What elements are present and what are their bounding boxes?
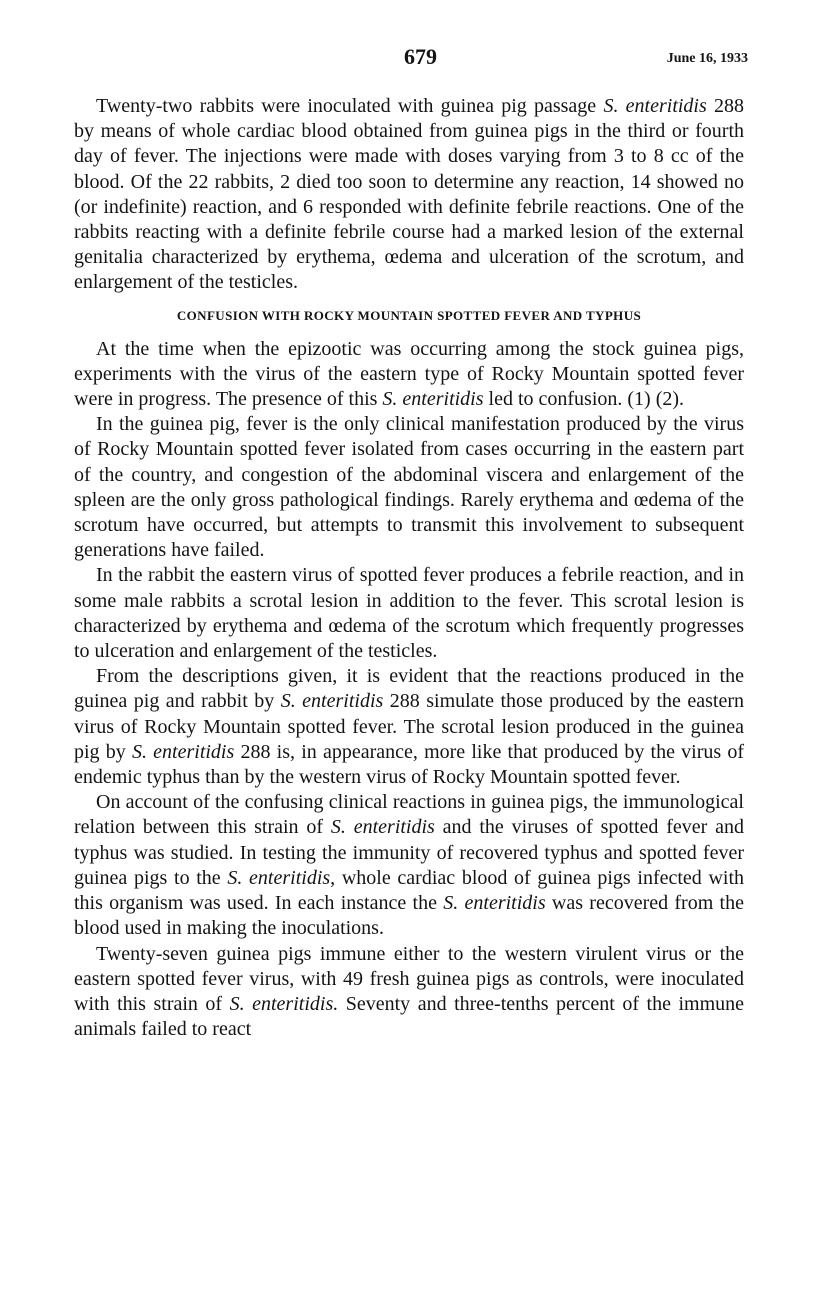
page-header — [74, 0, 748, 69]
paragraph-descriptions: From the descriptions given, it is evident that the reactions produced in the guinea pig and rabbit by S. enteritidis 288 simulate those produced by the eastern virus of Rocky Mountain spotted fever. The scrotal lesion produced in the guinea pig by S. enteritidis 288 is, in appearance, more like that produced by the virus of endemic typhus than by the western virus of Rocky Mountain spotted fever. — [74, 665, 745, 789]
species-name: S. enteritidis — [382, 388, 484, 411]
section-heading: CONFUSION WITH ROCKY MOUNTAIN SPOTTED FEVER AND TYPHUS — [176, 307, 642, 323]
species-name: S. enteritidis — [443, 892, 546, 915]
article-body — [74, 94, 744, 1042]
paragraph-epizootic: At the time when the epizootic was occurring among the stock guinea pigs, experiments with the virus of the eastern type of Rocky Mountain spotted fever were in progress. The presence of this S. enteritidis led to confusion. (1) (2). — [74, 337, 744, 411]
species-name: S. enteritidis — [330, 816, 435, 839]
paragraph-rabbit-eastern-virus: In the rabbit the eastern virus of spotted fever produces a febrile reaction, and in some male rabbits a scrotal lesion in addition to the fever. This scrotal lesion is characterized by erythema and œdema of the scrotum which frequently progresses to ulceration and enlargement of the testicles. — [74, 564, 744, 663]
species-name: S. enteritidis. — [229, 992, 339, 1015]
page-number: 679 — [404, 44, 437, 69]
species-name: S. enteritidis — [131, 740, 235, 763]
issue-date: June 16, 1933 — [666, 51, 748, 66]
species-name: S. enteritidis — [280, 690, 384, 713]
paragraph-guinea-pig-fever: In the guinea pig, fever is the only clinical manifestation produced by the virus of Rocky Mountain spotted fever isolated from cases occurring in the eastern part of the country, and congestion of the abdominal viscera and enlargement of the spleen are the only gross pathological findings. Rarely erythema and œdema of the scrotum have occurred, but attempts to transmit this involvement to subsequent generations have failed. — [74, 413, 744, 562]
paragraph-immunological-relation: On account of the confusing clinical reactions in guinea pigs, the immunological relation between this strain of S. enteritidis and the viruses of spotted fever and typhus was studied. In testing the immunity of recovered typhus and spotted fever guinea pigs to the S. enteritidis, whole cardiac blood of guinea pigs infected with this organism was used. In each instance the S. enteritidis was recovered from the blood used in making the inoculations. — [74, 791, 745, 940]
paragraph-immune-guinea-pigs: Twenty-seven guinea pigs immune either to the western virulent virus or the eastern spotted fever virus, with 49 fresh guinea pigs as controls, were inoculated with this strain of S. enteritidis. Seventy and three-tenths percent of the immune animals failed to react — [74, 942, 745, 1041]
paragraph-rabbit-inoculation: Twenty-two rabbits were inoculated with guinea pig passage S. enteritidis 288 by means of whole cardiac blood obtained from guinea pigs in the third or fourth day of fever. The injections were made with doses varying from 3 to 8 cc of the blood. Of the 22 rabbits, 2 died too soon to determine any reaction, 14 showed no (or indefinite) reaction, and 6 responded with definite febrile reactions. One of the rabbits reacting with a definite febrile course had a marked lesion of the external genitalia characterized by erythema, œdema and ulceration of the scrotum, and enlargement of the testicles. — [74, 95, 745, 294]
document-page — [74, 0, 748, 1041]
species-name: S. enteritidis — [603, 95, 707, 117]
species-name: S. enteritidis, — [227, 866, 336, 889]
